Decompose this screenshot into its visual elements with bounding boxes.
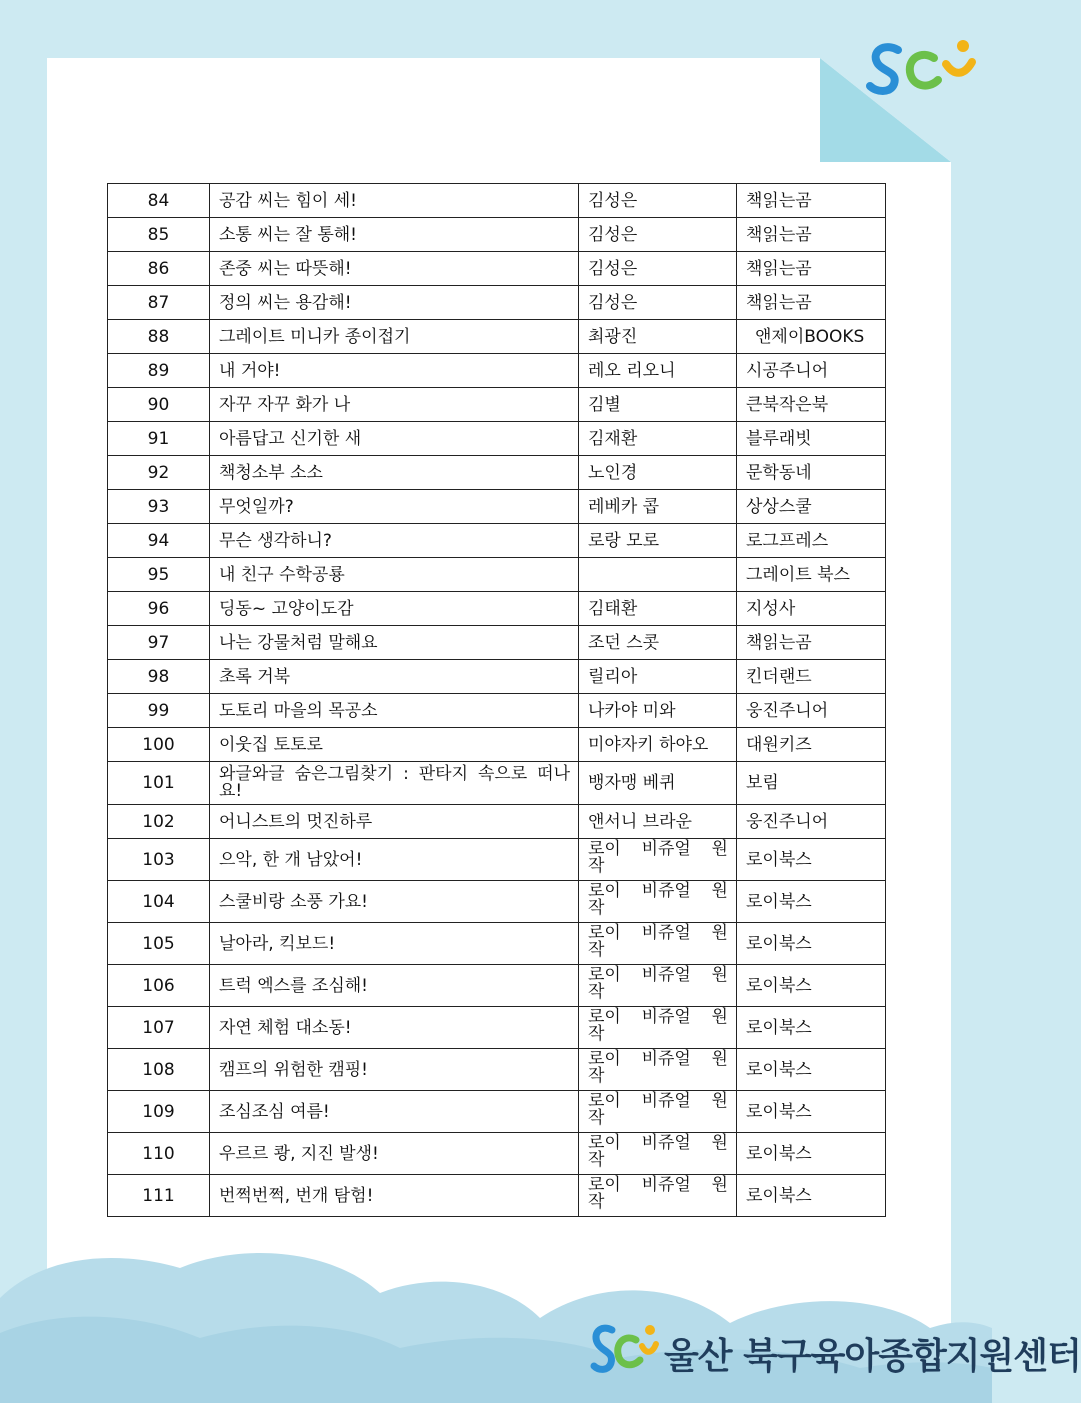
book-title: 내 친구 수학공룡 xyxy=(210,558,579,592)
book-list-table xyxy=(107,183,886,1217)
book-title: 자연 체험 대소동! xyxy=(210,1007,579,1049)
book-number: 104 xyxy=(108,881,210,923)
book-number: 110 xyxy=(108,1133,210,1175)
book-publisher: 상상스쿨 xyxy=(737,490,886,524)
book-number: 105 xyxy=(108,923,210,965)
book-title: 우르르 쾅, 지진 발생! xyxy=(210,1133,579,1175)
book-publisher: 웅진주니어 xyxy=(737,805,886,839)
book-author: 로이 비쥬얼 원 작 xyxy=(579,1049,737,1091)
book-title: 스쿨비랑 소풍 가요! xyxy=(210,881,579,923)
book-publisher: 웅진주니어 xyxy=(737,694,886,728)
book-author: 앤서니 브라운 xyxy=(579,805,737,839)
book-publisher: 로이북스 xyxy=(737,1007,886,1049)
book-number: 106 xyxy=(108,965,210,1007)
book-number: 86 xyxy=(108,252,210,286)
book-publisher: 보림 xyxy=(737,762,886,805)
book-title: 어니스트의 멋진하루 xyxy=(210,805,579,839)
book-number: 107 xyxy=(108,1007,210,1049)
book-row xyxy=(108,558,886,592)
book-row xyxy=(108,1091,886,1133)
book-author: 미야자키 하야오 xyxy=(579,728,737,762)
book-publisher: 대원키즈 xyxy=(737,728,886,762)
book-row xyxy=(108,1007,886,1049)
book-number: 88 xyxy=(108,320,210,354)
book-row xyxy=(108,490,886,524)
book-title: 책청소부 소소 xyxy=(210,456,579,490)
book-row xyxy=(108,252,886,286)
book-publisher: 책읽는곰 xyxy=(737,626,886,660)
book-row xyxy=(108,1175,886,1217)
book-list-body xyxy=(108,184,886,1217)
book-number: 84 xyxy=(108,184,210,218)
book-title: 정의 씨는 용감해! xyxy=(210,286,579,320)
book-number: 92 xyxy=(108,456,210,490)
book-number: 97 xyxy=(108,626,210,660)
book-author: 로이 비쥬얼 원 작 xyxy=(579,965,737,1007)
book-publisher: 앤제이BOOKS xyxy=(737,320,886,354)
book-author: 로이 비쥬얼 원 작 xyxy=(579,923,737,965)
book-publisher: 책읽는곰 xyxy=(737,184,886,218)
book-author: 릴리아 xyxy=(579,660,737,694)
book-title: 그레이트 미니카 종이접기 xyxy=(210,320,579,354)
book-publisher: 책읽는곰 xyxy=(737,286,886,320)
book-publisher: 로이북스 xyxy=(737,881,886,923)
book-author: 나카야 미와 xyxy=(579,694,737,728)
book-author: 레베카 콥 xyxy=(579,490,737,524)
book-publisher: 책읽는곰 xyxy=(737,218,886,252)
book-title: 초록 거북 xyxy=(210,660,579,694)
book-number: 111 xyxy=(108,1175,210,1217)
book-author: 뱅자맹 베퀴 xyxy=(579,762,737,805)
book-author: 김성은 xyxy=(579,184,737,218)
book-number: 94 xyxy=(108,524,210,558)
book-author: 로랑 모로 xyxy=(579,524,737,558)
book-title: 으악, 한 개 남았어! xyxy=(210,839,579,881)
book-row xyxy=(108,660,886,694)
book-row xyxy=(108,218,886,252)
book-row xyxy=(108,320,886,354)
book-row xyxy=(108,524,886,558)
book-publisher: 시공주니어 xyxy=(737,354,886,388)
book-author: 로이 비쥬얼 원 작 xyxy=(579,839,737,881)
book-author: 김성은 xyxy=(579,286,737,320)
book-publisher: 로이북스 xyxy=(737,1175,886,1217)
book-number: 101 xyxy=(108,762,210,805)
book-title: 내 거야! xyxy=(210,354,579,388)
book-publisher: 책읽는곰 xyxy=(737,252,886,286)
book-row xyxy=(108,881,886,923)
book-author: 김성은 xyxy=(579,252,737,286)
book-publisher: 로이북스 xyxy=(737,839,886,881)
book-row xyxy=(108,184,886,218)
book-number: 91 xyxy=(108,422,210,456)
book-row xyxy=(108,762,886,805)
book-title: 날아라, 킥보드! xyxy=(210,923,579,965)
book-number: 99 xyxy=(108,694,210,728)
book-author: 조던 스콧 xyxy=(579,626,737,660)
book-title: 소통 씨는 잘 통해! xyxy=(210,218,579,252)
book-title: 캠프의 위험한 캠핑! xyxy=(210,1049,579,1091)
book-title: 트럭 엑스를 조심해! xyxy=(210,965,579,1007)
book-number: 95 xyxy=(108,558,210,592)
book-number: 96 xyxy=(108,592,210,626)
book-author: 김재환 xyxy=(579,422,737,456)
book-row xyxy=(108,923,886,965)
book-author: 김성은 xyxy=(579,218,737,252)
book-row xyxy=(108,1049,886,1091)
book-row xyxy=(108,1133,886,1175)
book-row xyxy=(108,728,886,762)
book-title: 공감 씨는 힘이 세! xyxy=(210,184,579,218)
book-title: 나는 강물처럼 말해요 xyxy=(210,626,579,660)
book-author: 로이 비쥬얼 원 작 xyxy=(579,1091,737,1133)
footer-logo-icon xyxy=(590,1318,660,1384)
book-publisher: 킨더랜드 xyxy=(737,660,886,694)
book-publisher: 로그프레스 xyxy=(737,524,886,558)
book-number: 102 xyxy=(108,805,210,839)
book-number: 89 xyxy=(108,354,210,388)
book-row xyxy=(108,592,886,626)
book-publisher: 로이북스 xyxy=(737,923,886,965)
book-number: 93 xyxy=(108,490,210,524)
book-number: 109 xyxy=(108,1091,210,1133)
book-number: 103 xyxy=(108,839,210,881)
book-number: 85 xyxy=(108,218,210,252)
book-row xyxy=(108,354,886,388)
book-title: 도토리 마을의 목공소 xyxy=(210,694,579,728)
book-publisher: 로이북스 xyxy=(737,965,886,1007)
book-title: 아름답고 신기한 새 xyxy=(210,422,579,456)
book-number: 87 xyxy=(108,286,210,320)
book-author: 로이 비쥬얼 원 작 xyxy=(579,1133,737,1175)
book-author xyxy=(579,558,737,592)
book-row xyxy=(108,388,886,422)
book-row xyxy=(108,839,886,881)
book-row xyxy=(108,286,886,320)
org-name: 울산 북구육아종합지원센터 xyxy=(664,1336,1081,1377)
book-publisher: 로이북스 xyxy=(737,1091,886,1133)
book-title: 존중 씨는 따뜻해! xyxy=(210,252,579,286)
book-title: 조심조심 여름! xyxy=(210,1091,579,1133)
book-title: 무슨 생각하니? xyxy=(210,524,579,558)
book-number: 98 xyxy=(108,660,210,694)
book-author: 김태환 xyxy=(579,592,737,626)
book-title: 와글와글 숨은그림찾기 : 판타지 속으로 떠나요! xyxy=(210,762,579,805)
book-row xyxy=(108,422,886,456)
book-title: 번쩍번쩍, 번개 탐험! xyxy=(210,1175,579,1217)
book-number: 90 xyxy=(108,388,210,422)
book-publisher: 블루래빗 xyxy=(737,422,886,456)
book-author: 김별 xyxy=(579,388,737,422)
book-author: 로이 비쥬얼 원 작 xyxy=(579,1007,737,1049)
book-publisher: 로이북스 xyxy=(737,1049,886,1091)
book-row xyxy=(108,805,886,839)
book-title: 딩동~ 고양이도감 xyxy=(210,592,579,626)
book-publisher: 문학동네 xyxy=(737,456,886,490)
center-logo-icon xyxy=(864,36,980,102)
book-title: 자꾸 자꾸 화가 나 xyxy=(210,388,579,422)
book-author: 노인경 xyxy=(579,456,737,490)
book-row xyxy=(108,965,886,1007)
book-title: 이웃집 토토로 xyxy=(210,728,579,762)
book-publisher: 로이북스 xyxy=(737,1133,886,1175)
book-number: 108 xyxy=(108,1049,210,1091)
book-row xyxy=(108,456,886,490)
book-author: 로이 비쥬얼 원 작 xyxy=(579,1175,737,1217)
book-author: 최광진 xyxy=(579,320,737,354)
book-title: 무엇일까? xyxy=(210,490,579,524)
book-publisher: 그레이트 북스 xyxy=(737,558,886,592)
book-number: 100 xyxy=(108,728,210,762)
book-row xyxy=(108,626,886,660)
book-author: 로이 비쥬얼 원 작 xyxy=(579,881,737,923)
book-publisher: 큰북작은북 xyxy=(737,388,886,422)
book-row xyxy=(108,694,886,728)
book-author: 레오 리오니 xyxy=(579,354,737,388)
book-publisher: 지성사 xyxy=(737,592,886,626)
